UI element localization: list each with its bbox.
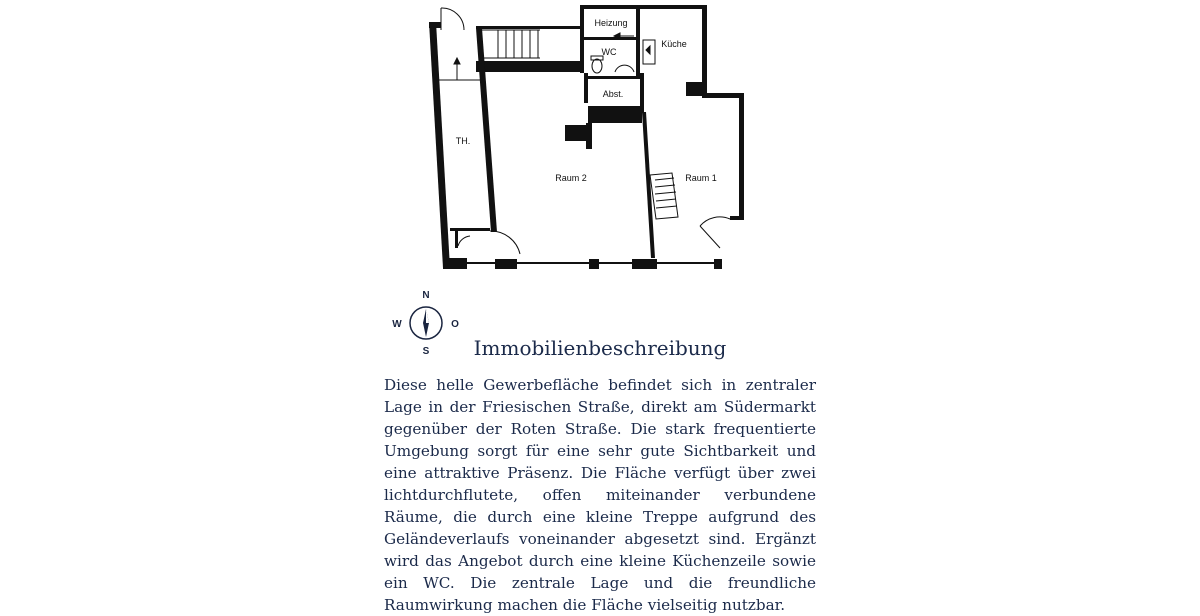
- compass-north: N: [422, 290, 430, 301]
- room-label-wc: WC: [601, 47, 617, 57]
- room-label-abst: Abst.: [602, 89, 624, 99]
- room-label-th: TH.: [455, 136, 471, 146]
- room-label-kueche: Küche: [661, 39, 687, 49]
- compass-east: O: [451, 319, 459, 330]
- room-label-raum1: Raum 1: [685, 173, 717, 183]
- room-label-heizung: Heizung: [594, 18, 628, 28]
- compass-west: W: [392, 319, 402, 330]
- room-label-raum2: Raum 2: [555, 173, 587, 183]
- compass-south: S: [422, 346, 430, 357]
- outer-walls: [429, 5, 744, 269]
- property-description: Diese helle Gewerbefläche befindet sich in zentraler Lage in der Friesischen Straße, direkt am Südermarkt gegenüber der Roten Straße. Die stark frequentierte Umgebung sorgt für eine sehr gute Sichtbarkeit und eine attraktive Präsenz. Die Fläche verfügt über zwei lichtdurchflutete, offen miteinander verbundene Räume, die durch eine kleine Treppe aufgrund des Geländeverlaufs voneinander abgesetzt sind. Ergänzt wird das Angebot durch eine kleine Küchenzeile sowie ein WC. Die zentrale Lage und die freundliche Raumwirkung machen die Fläche vielseitig nutzbar.: [384, 376, 816, 614]
- section-title: Immobilienbeschreibung: [473, 336, 727, 360]
